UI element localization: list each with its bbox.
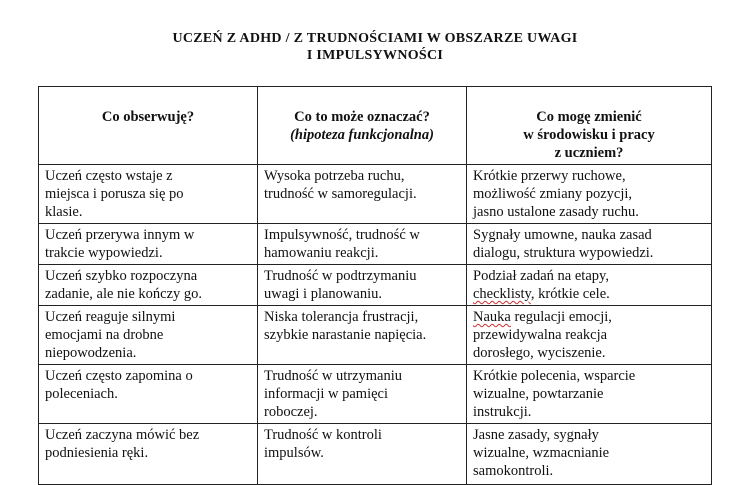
table-header-row	[39, 87, 712, 165]
table-row	[39, 165, 712, 224]
cell-change: Krótkie polecenia, wsparcie wizualne, powtarzanie instrukcji.	[467, 365, 712, 424]
cell-hypothesis: Trudność w kontroli impulsów.	[258, 424, 467, 485]
header-hypothesis-sub: (hipoteza funkcjonalna)	[290, 127, 434, 143]
table-row	[39, 365, 712, 424]
header-observation	[39, 87, 258, 165]
cell-hypothesis: Trudność w utrzymaniu informacji w pamięci roboczej.	[258, 365, 467, 424]
observation-table	[38, 86, 712, 485]
cell-observation: Uczeń przerywa innym w trakcie wypowiedzi.	[39, 224, 258, 265]
cell-change-text: Podział zadań na etapy,	[473, 268, 609, 284]
cell-hypothesis: Impulsywność, trudność w hamowaniu reakcji.	[258, 224, 467, 265]
header-observation-label: Co obserwuję?	[101, 109, 195, 125]
header-change	[467, 87, 712, 165]
header-hypothesis-label: Co to może oznaczać?	[294, 109, 430, 125]
table-row	[39, 306, 712, 365]
cell-observation: Uczeń często zapomina o poleceniach.	[39, 365, 258, 424]
cell-observation: Uczeń zaczyna mówić bez podniesienia ręki.	[39, 424, 258, 485]
table-row	[39, 224, 712, 265]
table-row	[39, 265, 712, 306]
cell-observation: Uczeń reaguje silnymi emocjami na drobne niepowodzenia.	[39, 306, 258, 365]
cell-hypothesis: Trudność w podtrzymaniu uwagi i planowaniu.	[258, 265, 467, 306]
document-title-line-2: I IMPULSYWNOŚCI	[306, 48, 444, 63]
table-row	[39, 424, 712, 485]
spellcheck-flagged-word: Nauka	[473, 309, 511, 325]
spellcheck-flagged-word: checklisty	[473, 286, 531, 302]
cell-change: Krótkie przerwy ruchowe, możliwość zmiany pozycji, jasno ustalone zasady ruchu.	[467, 165, 712, 224]
header-change-label: Co mogę zmienić w środowisku i pracy z uczniem?	[523, 109, 655, 161]
cell-change: Jasne zasady, sygnały wizualne, wzmacnianie samokontroli.	[467, 424, 712, 485]
document-title-line-1: UCZEŃ Z ADHD / Z TRUDNOŚCIAMI W OBSZARZE UWAGI	[172, 31, 578, 46]
cell-observation: Uczeń szybko rozpoczyna zadanie, ale nie kończy go.	[39, 265, 258, 306]
cell-observation: Uczeń często wstaje z miejsca i porusza się po klasie.	[39, 165, 258, 224]
cell-change	[467, 306, 712, 365]
cell-hypothesis: Niska tolerancja frustracji, szybkie narastanie napięcia.	[258, 306, 467, 365]
cell-change	[467, 265, 712, 306]
cell-change-text-rest: , krótkie cele.	[530, 286, 610, 302]
cell-change: Sygnały umowne, nauka zasad dialogu, struktura wypowiedzi.	[467, 224, 712, 265]
cell-hypothesis: Wysoka potrzeba ruchu, trudność w samoregulacji.	[258, 165, 467, 224]
header-hypothesis	[258, 87, 467, 165]
cell-change-text-rest: regulacji emocji, przewidywalna reakcja dorosłego, wyciszenie.	[473, 309, 612, 361]
